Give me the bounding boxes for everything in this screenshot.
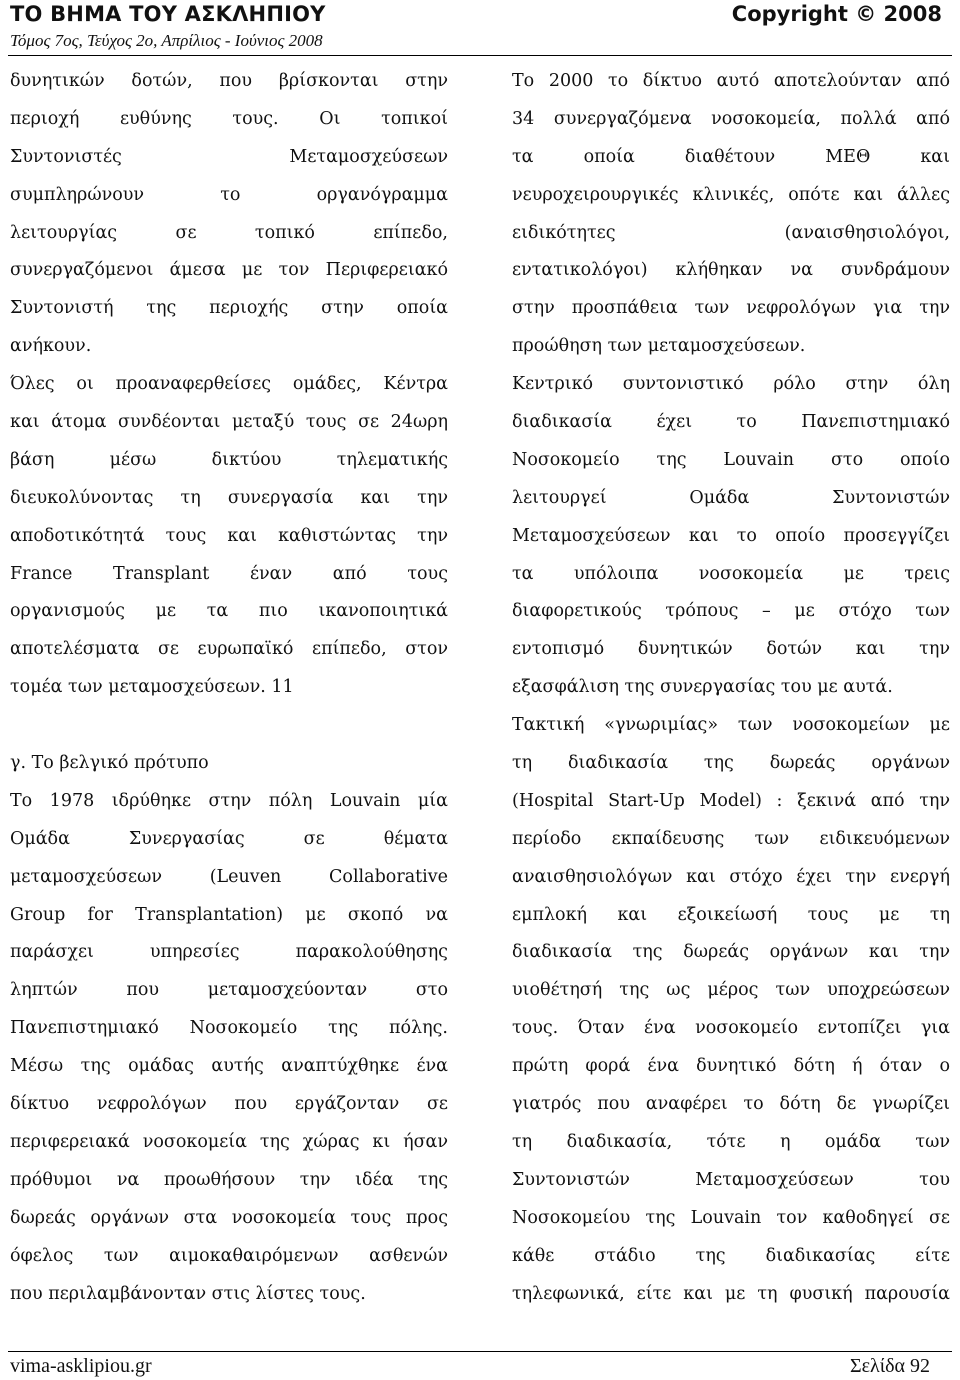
issue-info: Τόμος 7ος, Τεύχος 2ο, Απρίλιος - Ιούνιος 2008 (10, 31, 323, 50)
text-line: Group for Transplantation) με σκοπό να (10, 904, 448, 925)
text-line: Νοσοκομείο της Louvain στο οποίο (512, 449, 950, 470)
text-line: Ομάδα Συνεργασίας σε θέματα (10, 828, 448, 849)
footer-website: vima-asklipiou.gr (10, 1355, 152, 1377)
text-line: (Hospital Start-Up Model) : ξεκινά από την (512, 790, 950, 811)
text-line: προώθηση των μεταμοσχεύσεων. (512, 336, 806, 357)
text-line: Το 2000 το δίκτυο αυτό αποτελούνταν από (512, 71, 950, 91)
text-line: Συντονιστή της περιοχής στην οποία (10, 298, 448, 319)
text-line: και άτομα συνδέονται μεταξύ τους σε 24ωρη (10, 412, 448, 433)
text-line: δωρεάς οργάνων στα νοσοκομεία τους προς (10, 1207, 448, 1228)
text-line: τους. Όταν ένα νοσοκομείο εντοπίζει για (512, 1018, 950, 1039)
text-line: όφελος των αιμοκαθαιρόμενων ασθενών (10, 1245, 448, 1266)
text-line: ανήκουν. (10, 336, 92, 357)
text-line: πρώτη φορά ένα δυνητικό δότη ή όταν ο (512, 1056, 950, 1077)
text-line: διευκολύνοντας τη συνεργασία και την (10, 487, 448, 508)
text-line: βάση μέσω δικτύου τηλεματικής (10, 449, 448, 470)
text-line: τηλεφωνικά, είτε και με τη φυσική παρουσία (512, 1283, 950, 1304)
text-line: λειτουργίας σε τοπικό επίπεδο, (10, 222, 448, 243)
text-line: Το 1978 ιδρύθηκε στην πόλη Louvain μία (10, 790, 448, 811)
journal-title: ΤΟ ΒΗΜΑ ΤΟΥ ΑΣΚΛΗΠΙΟΥ (10, 2, 326, 26)
left-column (10, 63, 448, 1313)
text-line: που περιλαμβάνονταν στις λίστες τους. (10, 1283, 366, 1304)
text-line: τομέα των μεταμοσχεύσεων. 11 (10, 677, 294, 698)
text-line: διαφορετικούς τρόπους – με στόχο των (512, 601, 950, 622)
blank-line (10, 707, 448, 745)
text-line: συμπληρώνουν το οργανόγραμμα (10, 184, 448, 205)
text-line: νευροχειρουργικές κλινικές, οπότε και άλλες (512, 184, 950, 205)
text-line: παράσχει υπηρεσίες παρακολούθησης (10, 942, 448, 963)
text-line: Νοσοκομείου της Louvain τον καθοδηγεί σε (512, 1207, 950, 1228)
text-line: δίκτυο νεφρολόγων που εργάζονταν σε (10, 1094, 448, 1115)
text-line: Πανεπιστημιακό Νοσοκομείο της πόλης. (10, 1018, 448, 1039)
text-line: τα οποία διαθέτουν ΜΕΘ και (512, 146, 950, 167)
text-line: εντοπισμό δυνητικών δοτών και την (512, 639, 950, 660)
text-line: εντατικολόγοι) κλήθηκαν να συνδράμουν (512, 260, 950, 281)
text-line: κάθε στάδιο της διαδικασίας είτε (512, 1245, 950, 1266)
text-line: συνεργαζόμενοι άμεσα με τον Περιφερειακό (10, 260, 448, 281)
copyright-notice: Copyright © 2008 (731, 2, 942, 26)
text-line: ληπτών που μεταμοσχεύονταν στο (10, 980, 448, 1001)
text-line: εξασφάλιση της συνεργασίας του με αυτά. (512, 677, 893, 698)
text-line: Συντονιστές Μεταμοσχεύσεων (10, 146, 448, 167)
text-line: γιατρός που αναφέρει το δότη δε γνωρίζει (512, 1094, 950, 1115)
text-line: δυνητικών δοτών, που βρίσκονται στην (10, 71, 448, 91)
text-line: 34 συνεργαζόμενα νοσοκομεία, πολλά από (512, 108, 950, 129)
text-line: αναισθησιολόγων και στόχο έχει την ενεργή (512, 866, 950, 887)
text-line: πρόθυμοι να προωθήσουν την ιδέα της (10, 1169, 448, 1190)
text-line: τη διαδικασία, τότε η ομάδα των (512, 1131, 950, 1152)
text-line: αποδοτικότητά τους και καθιστώντας την (10, 525, 448, 546)
text-line: Τακτική «γνωριμίας» των νοσοκομείων με (512, 715, 950, 736)
right-column (512, 63, 950, 1313)
text-line: εμπλοκή και εξοικείωσή τους με τη (512, 904, 950, 925)
text-line: Κεντρικό συντονιστικό ρόλο στην όλη (512, 374, 950, 395)
footer-divider (8, 1351, 952, 1352)
page-number: Σελίδα 92 (849, 1355, 930, 1377)
text-line: Όλες οι προαναφερθείσες ομάδες, Κέντρα (10, 374, 448, 395)
text-line: τα υπόλοιπα νοσοκομεία με τρεις (512, 563, 950, 584)
text-line: περιοχή ευθύνης τους. Οι τοπικοί (10, 108, 448, 129)
text-line: λειτουργεί Ομάδα Συντονιστών (512, 487, 950, 508)
text-line: Μεταμοσχεύσεων και το οποίο προσεγγίζει (512, 525, 950, 546)
text-line: μεταμοσχεύσεων (Leuven Collaborative (10, 866, 448, 887)
text-line: οργανισμούς με τα πιο ικανοποιητικά (10, 601, 448, 622)
text-line: France Transplant έναν από τους (10, 563, 448, 584)
text-line: διαδικασία της δωρεάς οργάνων και την (512, 942, 950, 963)
text-line: διαδικασία έχει το Πανεπιστημιακό (512, 412, 950, 433)
text-line: στην προσπάθεια των νεφρολόγων για την (512, 298, 950, 319)
text-line: Συντονιστών Μεταμοσχεύσεων του (512, 1169, 950, 1190)
header-divider (8, 55, 952, 56)
text-line: τη διαδικασία της δωρεάς οργάνων (512, 753, 950, 774)
section-heading: γ. Το βελγικό πρότυπο (10, 753, 209, 774)
text-line: περιφερειακά νοσοκομεία της χώρας κι ήσαν (10, 1131, 448, 1152)
text-line: περίοδο εκπαίδευσης των ειδικευόμενων (512, 828, 950, 849)
text-line: υιοθέτησή της ως μέρος των υποχρεώσεων (512, 980, 950, 1001)
text-line: αποτελέσματα σε ευρωπαϊκό επίπεδο, στον (10, 639, 448, 660)
text-line: ειδικότητες (αναισθησιολόγοι, (512, 222, 950, 243)
text-line: Μέσω της ομάδας αυτής αναπτύχθηκε ένα (10, 1056, 448, 1077)
